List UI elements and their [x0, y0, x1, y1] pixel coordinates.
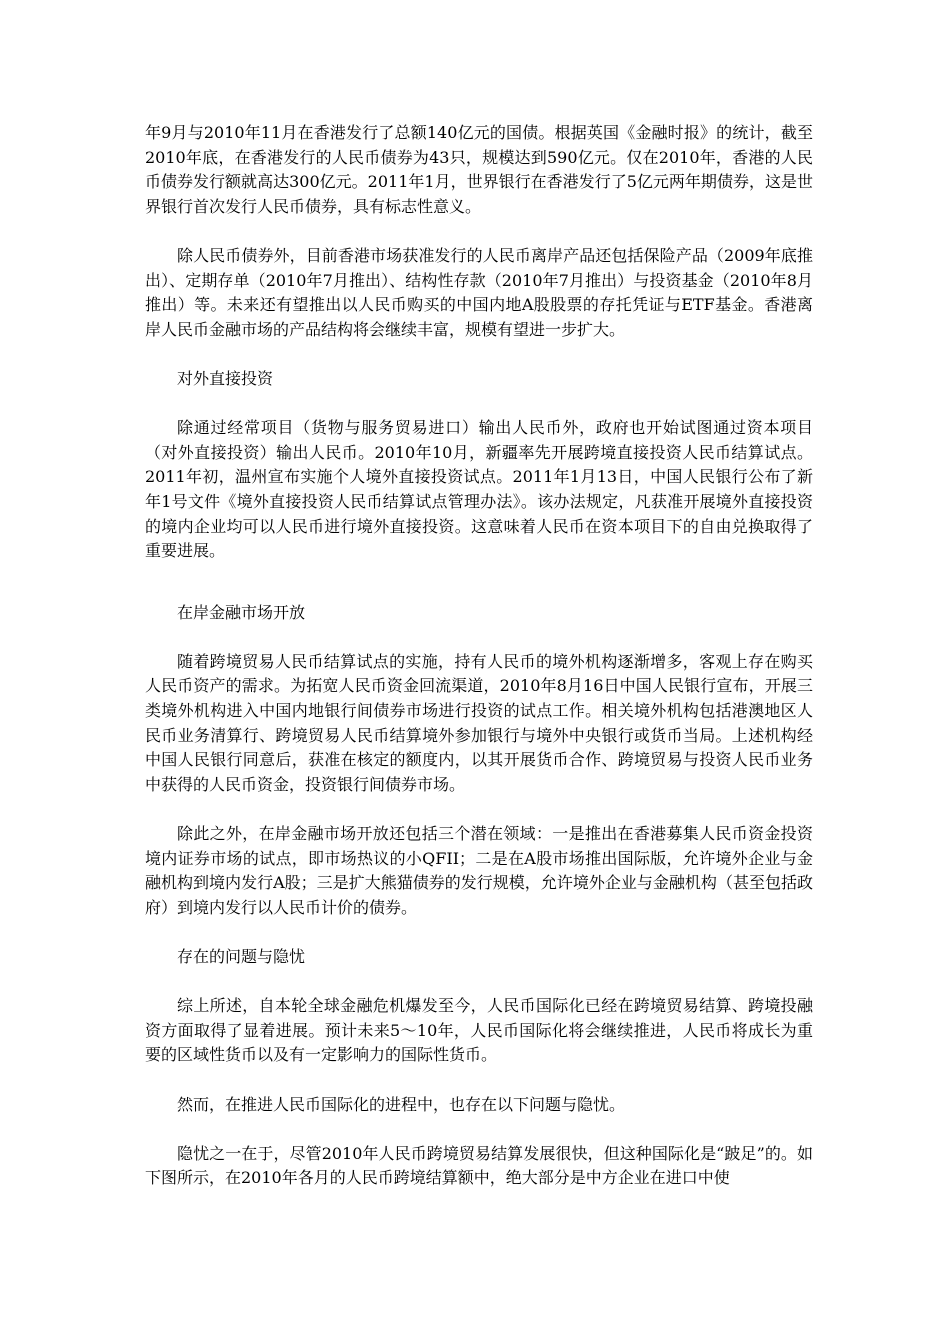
- section-heading-problems: 存在的问题与隐忧: [177, 947, 306, 966]
- paragraph-interbank-bond-market: 随着跨境贸易人民币结算试点的实施，持有人民币的境外机构逐渐增多，客观上存在购买人民币资产的需求。为拓宽人民币资金回流渠道，2010年8月16日中国人民银行宣布，开展三类境外机构进入中国内地银行间债券市场进行投资的试点工作。相关境外机构包括港澳地区人民币业务清算行、跨境贸易人民币结算境外参加银行与境外中央银行或货币当局。上述机构经中国人民银行同意后，获准在核定的额度内，以其开展货币合作、跨境贸易与投资人民币业务中获得的人民币资金，投资银行间债券市场。: [145, 651, 813, 794]
- paragraph-potential-areas: 除此之外，在岸金融市场开放还包括三个潜在领域：一是推出在香港募集人民币资金投资境内证券市场的试点，即市场热议的小QFII；二是在A股市场推出国际版，允许境外企业与金融机构到境内发行A股；三是扩大熊猫债券的发行规模，允许境外企业与金融机构（甚至包括政府）到境内发行以人民币计价的债券。: [145, 824, 813, 917]
- paragraph-offshore-products: 除人民币债券外，目前香港市场获准发行的人民币离岸产品还包括保险产品（2009年底推出）、定期存单（2010年7月推出）、结构性存款（2010年7月推出）与投资基金（2010年8月推出）等。未来还有望推出以人民币购买的中国内地A股股票的存托凭证与ETF基金。香港离岸人民币金融市场的产品结构将会继续丰富，规模有望进一步扩大。: [145, 245, 813, 339]
- paragraph-hk-bonds: 年9月与2010年11月在香港发行了总额140亿元的国债。根据英国《金融时报》的统计，截至2010年底，在香港发行的人民币债券为43只，规模达到590亿元。仅在2010年，香港的人民币债券发行额就高达300亿元。2011年1月，世界银行在香港发行了5亿元两年期债券，这是世界银行首次发行人民币债券，具有标志性意义。: [145, 123, 813, 216]
- paragraph-summary: 综上所述，自本轮全球金融危机爆发至今，人民币国际化已经在跨境贸易结算、跨境投融资方面取得了显着进展。预计未来5～10年，人民币国际化将会继续推进，人民币将成长为重要的区域性货币以及有一定影响力的国际性货币。: [145, 996, 813, 1065]
- paragraph-concern-one: 隐忧之一在于，尽管2010年人民币跨境贸易结算发展很快，但这种国际化是“跛足”的。如下图所示，在2010年各月的人民币跨境结算额中，绝大部分是中方企业在进口中使: [145, 1143, 813, 1188]
- paragraph-odi: 除通过经常项目（货物与服务贸易进口）输出人民币外，政府也开始试图通过资本项目（对外直接投资）输出人民币。2010年10月，新疆率先开展跨境直接投资人民币结算试点。2011年初，温州宣布实施个人境外直接投资试点。2011年1月13日，中国人民银行公布了新年1号文件《境外直接投资人民币结算试点管理办法》。该办法规定，凡获准开展境外直接投资的境内企业均可以人民币进行境外直接投资。这意味着人民币在资本项目下的自由兑换取得了重要进展。: [145, 418, 813, 561]
- document-body: [145, 121, 813, 1216]
- section-heading-onshore-market: 在岸金融市场开放: [177, 602, 306, 622]
- paragraph-however: 然而，在推进人民币国际化的进程中，也存在以下问题与隐忧。: [177, 1094, 626, 1114]
- section-heading-odi: 对外直接投资: [177, 368, 274, 388]
